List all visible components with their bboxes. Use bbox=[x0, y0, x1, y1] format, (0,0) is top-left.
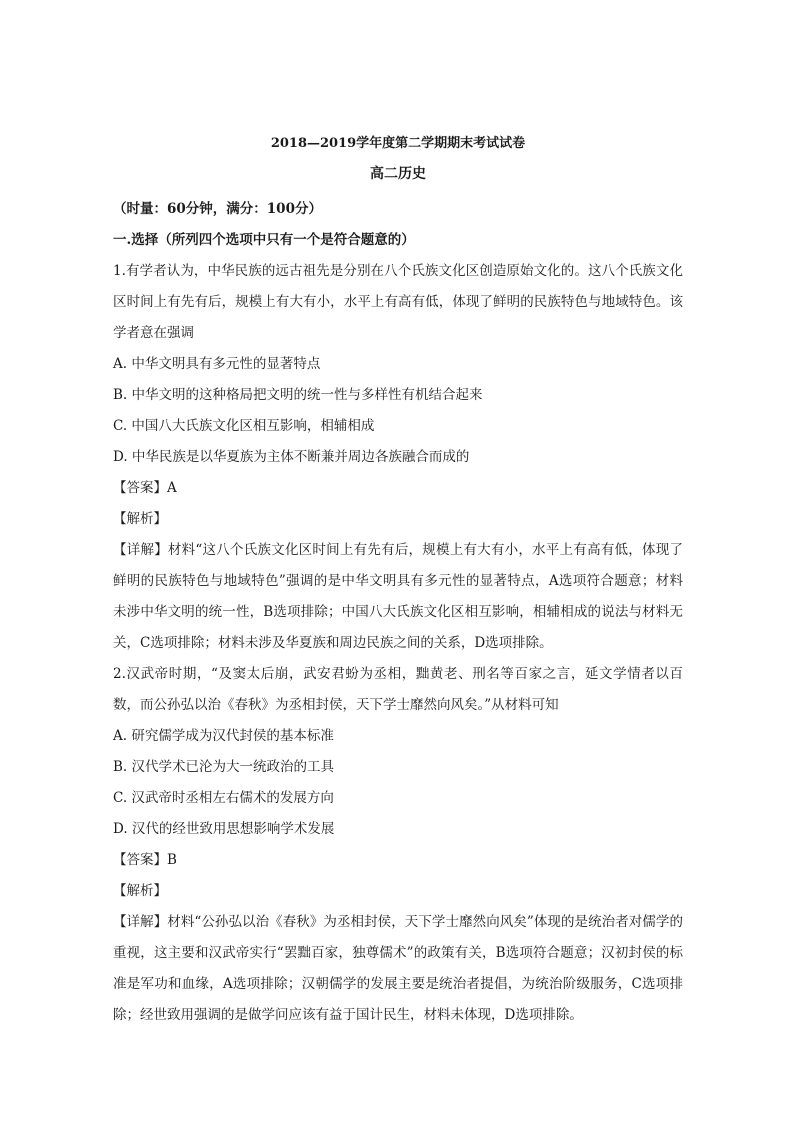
analysis-label: 【解析】 bbox=[113, 883, 167, 899]
analysis-label: 【解析】 bbox=[113, 511, 167, 527]
question-2 bbox=[113, 659, 683, 1031]
option-a: A. 中华文明具有多元性的显著特点 bbox=[113, 356, 321, 372]
question-stem: 2.汉武帝时期，“及窦太后崩，武安君蚡为丞相，黜黄老、刑名等百家之言，延文学情者以百数，而公孙弘以治《春秋》为丞相封侯，天下学士靡然向风矣。”从材料可知 bbox=[113, 666, 683, 713]
question-stem: 1.有学者认为，中华民族的远古祖先是分别在八个氏族文化区创造原始文化的。这八个氏族文化区时间上有先有后，规模上有大有小，水平上有高有低，体现了鲜明的民族特色与地域特色。该学者意在强调 bbox=[113, 263, 683, 341]
exam-title: 2018—2019学年度第二学期期末考试试卷 bbox=[270, 136, 526, 151]
option-c: C. 汉武帝时丞相左右儒术的发展方向 bbox=[113, 790, 334, 806]
answer-label: 【答案】A bbox=[113, 480, 177, 496]
option-b: B. 汉代学术已沦为大一统政治的工具 bbox=[113, 759, 335, 775]
option-d: D. 汉代的经世致用思想影响学术发展 bbox=[113, 821, 335, 837]
option-d: D. 中华民族是以华夏族为主体不断兼并周边各族融合而成的 bbox=[113, 449, 470, 465]
answer-label: 【答案】B bbox=[113, 852, 177, 868]
exam-info: （时量：60分钟，满分：100分） bbox=[113, 201, 322, 217]
option-a: A. 研究儒学成为汉代封侯的基本标准 bbox=[113, 728, 334, 744]
exam-subject: 高二历史 bbox=[370, 166, 426, 182]
detail-explanation: 【详解】材料“公孙弘以治《春秋》为丞相封侯，天下学士靡然向风矣”体现的是统治者对儒学的重视，这主要和汉武帝实行“罢黜百家，独尊儒术”的政策有关，B选项符合题意；汉初封侯的标准是军功和血缘，A选项排除；汉朝儒学的发展主要是统治者提倡，为统治阶级服务，C选项排除；经世致用强调的是做学问应该有益于国计民生，材料未体现，D选项排除。 bbox=[113, 914, 683, 1023]
option-b: B. 中华文明的这种格局把文明的统一性与多样性有机结合起来 bbox=[113, 387, 483, 403]
option-c: C. 中国八大氏族文化区相互影响，相辅相成 bbox=[113, 418, 375, 434]
exam-page bbox=[113, 128, 683, 1031]
detail-explanation: 【详解】材料“这八个氏族文化区时间上有先有后，规模上有大有小，水平上有高有低，体现了鲜明的民族特色与地域特色”强调的是中华文明具有多元性的显著特点，A选项符合题意；材料未涉中华文明的统一性，B选项排除；中国八大氏族文化区相互影响，相辅相成的说法与材料无关，C选项排除；材料未涉及华夏族和周边民族之间的关系，D选项排除。 bbox=[113, 542, 683, 651]
section-heading: 一.选择（所列四个选项中只有一个是符合题意的） bbox=[113, 232, 415, 248]
question-1 bbox=[113, 256, 683, 659]
